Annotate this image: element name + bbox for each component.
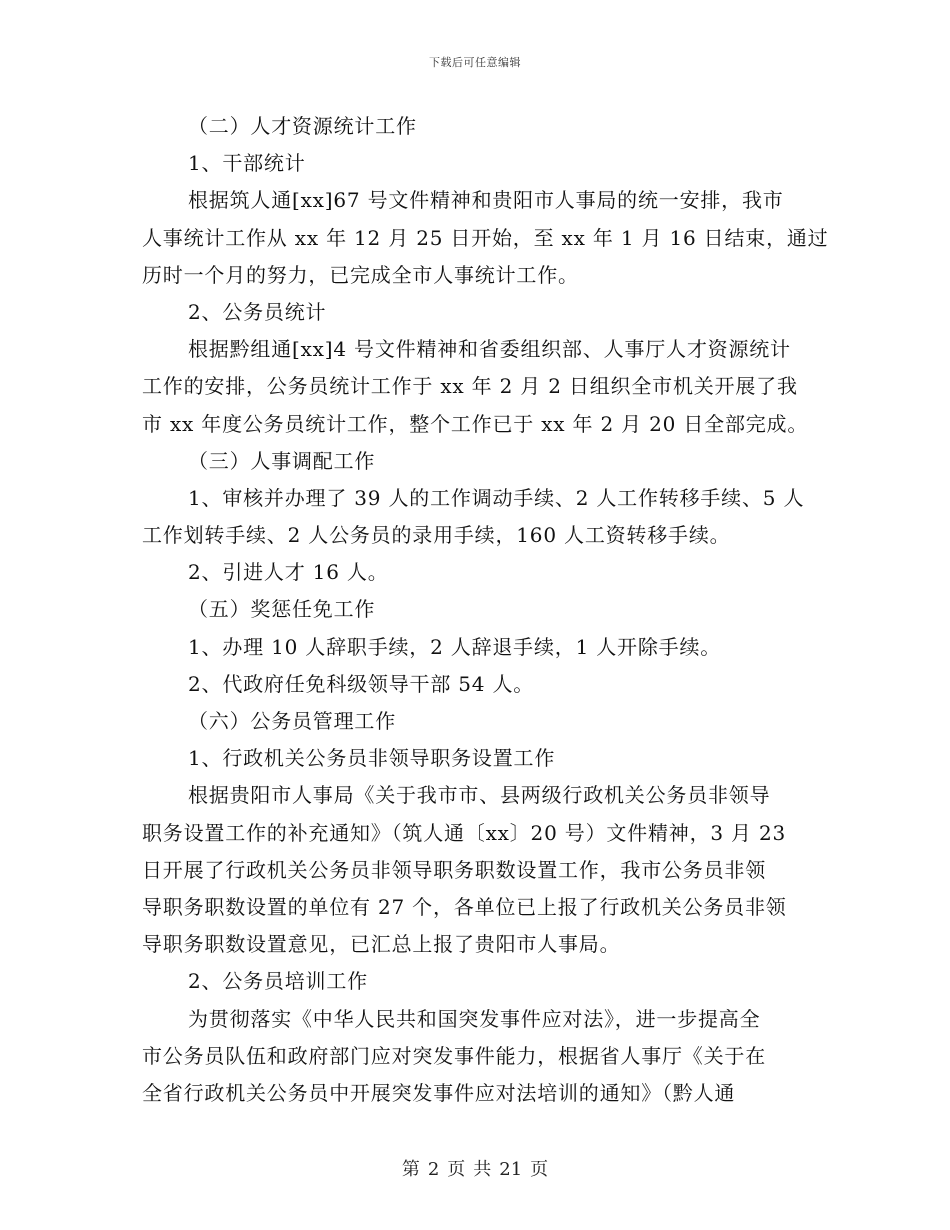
text-line: （五）奖惩任免工作 — [188, 597, 376, 622]
text-line: 根据筑人通[xx]67 号文件精神和贵阳市人事局的统一安排，我市 — [188, 188, 784, 213]
footer-page-prefix: 第 — [401, 1159, 420, 1180]
text-line: 全省行政机关公务员中开展突发事件应对法培训的通知》（黔人通 — [142, 1080, 736, 1105]
footer-page-label: 页 — [447, 1159, 466, 1180]
text-line: 历时一个月的努力，已完成全市人事统计工作。 — [142, 262, 579, 287]
text-line: （三）人事调配工作 — [188, 448, 376, 473]
text-line: （二）人才资源统计工作 — [188, 114, 417, 138]
text-line: 1、干部统计 — [188, 151, 306, 176]
page-header: 下载后可任意编辑 — [429, 56, 521, 69]
text-line: 根据黔组通[xx]4 号文件精神和省委组织部、人事厅人才资源统计 — [188, 337, 791, 362]
text-line: 2、公务员培训工作 — [188, 969, 368, 994]
document-body — [142, 108, 829, 1112]
text-line: 工作的安排，公务员统计工作于 xx 年 2 月 2 日组织全市机关开展了我 — [142, 374, 798, 399]
text-line: 1、行政机关公务员非领导职务设置工作 — [188, 746, 556, 771]
text-line: 导职务职数设置的单位有 27 个，各单位已上报了行政机关公务员非领 — [142, 894, 787, 919]
text-line: 职务设置工作的补充通知》（筑人通〔xx〕20 号）文件精神，3 月 23 — [142, 820, 787, 845]
footer-total-prefix: 共 — [473, 1159, 492, 1180]
text-line: 2、引进人才 16 人。 — [188, 560, 389, 585]
text-line: （六）公务员管理工作 — [188, 709, 396, 733]
text-line: 2、公务员统计 — [188, 299, 327, 324]
footer-total-suffix: 页 — [530, 1159, 549, 1180]
text-line: 2、代政府任免科级领导干部 54 人。 — [188, 671, 535, 696]
text-line: 市 xx 年度公务员统计工作，整个工作已于 xx 年 2 月 20 日全部完成。 — [142, 411, 809, 436]
footer-page-number: 2 — [427, 1159, 440, 1180]
footer-total-pages: 21 — [499, 1159, 523, 1180]
text-line: 导职务职数设置意见，已汇总上报了贵阳市人事局。 — [142, 932, 621, 957]
text-line: 为贯彻落实《中华人民共和国突发事件应对法》，进一步提高全 — [188, 1006, 761, 1031]
page-footer — [0, 1155, 950, 1181]
text-line: 市公务员队伍和政府部门应对突发事件能力，根据省人事厅《关于在 — [142, 1043, 766, 1068]
text-line: 人事统计工作从 xx 年 12 月 25 日开始，至 xx 年 1 月 16 日结束，通过 — [142, 225, 829, 250]
text-line: 日开展了行政机关公务员非领导职务职数设置工作，我市公务员非领 — [142, 857, 766, 882]
text-line: 1、办理 10 人辞职手续，2 人辞退手续，1 人开除手续。 — [188, 634, 722, 659]
text-line: 1、审核并办理了 39 人的工作调动手续、2 人工作转移手续、5 人 — [188, 485, 805, 510]
text-line: 工作划转手续、2 人公务员的录用手续，160 人工资转移手续。 — [142, 523, 731, 548]
text-line: 根据贵阳市人事局《关于我市市、县两级行政机关公务员非领导 — [188, 783, 771, 808]
